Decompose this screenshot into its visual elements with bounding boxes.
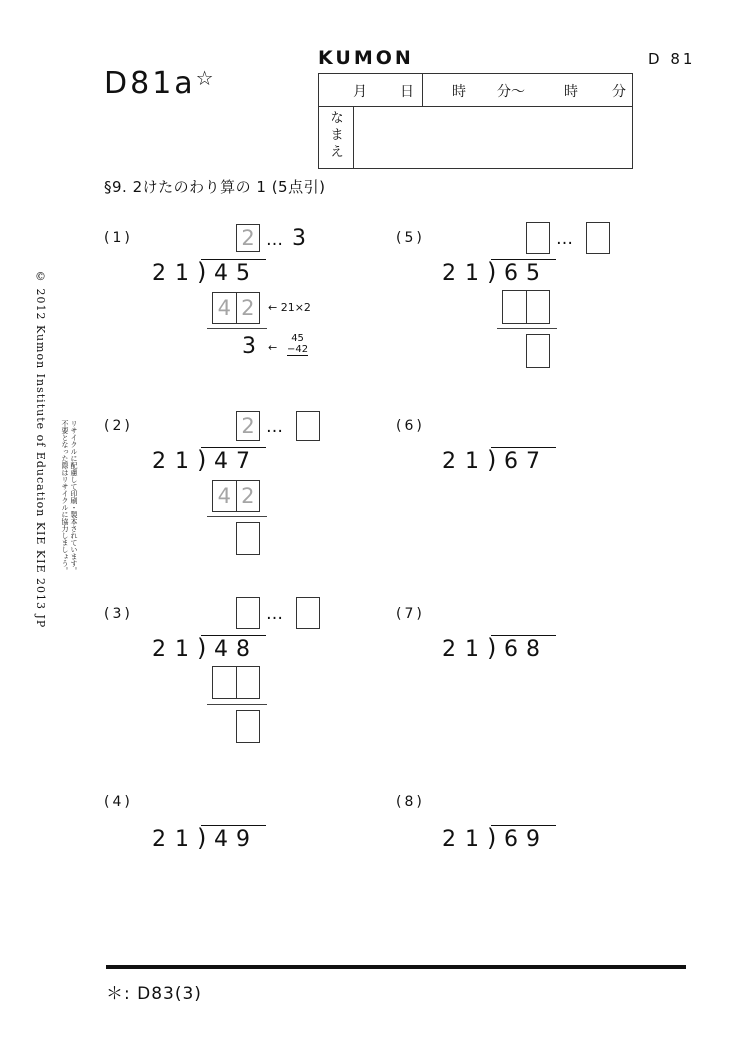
- dividend: 69: [504, 827, 548, 852]
- division-bracket: ): [487, 634, 497, 662]
- quotient-digit: 2: [241, 226, 255, 250]
- subtraction-line: [497, 328, 557, 329]
- day-field[interactable]: 日: [400, 84, 414, 100]
- multiply-note: ← 21×2: [268, 301, 311, 314]
- start-minute-field[interactable]: 分〜: [497, 84, 525, 100]
- next-sheet-reference: ＊: D83(3): [106, 984, 202, 1004]
- product-box[interactable]: [212, 666, 260, 699]
- subtraction-line: [207, 328, 267, 329]
- subtract-note-top: 45: [291, 333, 304, 344]
- dividend: 48: [214, 637, 258, 662]
- divisor: 21: [442, 637, 488, 662]
- division-vinculum: [201, 635, 266, 636]
- recycle-line-2: 不要となった際はリサイクルに協力しましょう。: [61, 420, 69, 574]
- divisor: 21: [152, 637, 198, 662]
- division-vinculum: [491, 447, 556, 448]
- subtract-arrow: ←: [268, 341, 278, 354]
- dividend: 67: [504, 449, 548, 474]
- subtract-note: [287, 333, 308, 356]
- kumon-logo: KUMON: [318, 47, 414, 69]
- remainder-dots: …: [266, 417, 284, 437]
- dividend: 68: [504, 637, 548, 662]
- division-bracket: ): [197, 446, 207, 474]
- division-vinculum: [201, 447, 266, 448]
- start-hour-field[interactable]: 時: [452, 84, 466, 100]
- remainder-dots: …: [556, 229, 574, 249]
- remainder-dots: …: [266, 604, 284, 624]
- division-vinculum: [201, 825, 266, 826]
- problem-label: (8): [396, 794, 425, 810]
- dividend: 45: [214, 261, 258, 286]
- end-hour-field[interactable]: 時: [564, 84, 578, 100]
- remainder-box[interactable]: [296, 597, 320, 629]
- section-title: §9. 2けたのわり算の 1 (5点引): [104, 178, 326, 196]
- product-digit: 2: [236, 481, 260, 511]
- problem-label: (7): [396, 606, 425, 622]
- remainder-value: 3: [292, 226, 306, 251]
- division-bracket: ): [197, 824, 207, 852]
- product-digit: 4: [217, 296, 231, 320]
- product-digit: 4: [217, 484, 231, 508]
- problem-label: (1): [104, 230, 133, 246]
- divisor: 21: [442, 261, 488, 286]
- dividend: 49: [214, 827, 258, 852]
- problem-label: (5): [396, 230, 425, 246]
- divisor: 21: [152, 261, 198, 286]
- star-icon: ☆: [195, 66, 214, 90]
- quotient-box[interactable]: [236, 597, 260, 629]
- product-digit: 2: [236, 293, 260, 323]
- problem-label: (6): [396, 418, 425, 434]
- remainder-box[interactable]: [296, 411, 320, 441]
- problem-label: (2): [104, 418, 133, 434]
- division-vinculum: [491, 259, 556, 260]
- subtract-note-bottom: −42: [287, 344, 309, 355]
- quotient-digit: 2: [241, 414, 255, 438]
- division-bracket: ): [487, 258, 497, 286]
- product-box[interactable]: [212, 480, 260, 512]
- dividend: 47: [214, 449, 258, 474]
- copyright-notice: © 2012 Kumon Institute of Education KIE KIE 2013 JP: [34, 270, 47, 629]
- product-cell: [213, 667, 236, 698]
- remainder-box[interactable]: [586, 222, 610, 254]
- quotient-box[interactable]: [526, 222, 550, 254]
- dividend: 65: [504, 261, 548, 286]
- month-field[interactable]: 月: [353, 84, 367, 100]
- subtraction-line: [207, 704, 267, 705]
- footer-rule: [106, 965, 686, 969]
- recycle-notice: [60, 420, 78, 574]
- divisor: 21: [152, 449, 198, 474]
- name-label: なまえ: [330, 111, 344, 160]
- sheet-id-text: D81a: [104, 66, 196, 101]
- difference-box[interactable]: [236, 522, 260, 555]
- division-bracket: ): [197, 634, 207, 662]
- division-vinculum: [201, 259, 266, 260]
- date-name-box: [318, 73, 633, 169]
- product-box[interactable]: [502, 290, 550, 324]
- product-cell: [236, 667, 260, 698]
- problem-label: (4): [104, 794, 133, 810]
- name-divider: [353, 106, 354, 168]
- product-box[interactable]: [212, 292, 260, 324]
- divisor: 21: [442, 449, 488, 474]
- division-bracket: ): [487, 446, 497, 474]
- quotient-box[interactable]: [236, 411, 260, 441]
- remainder-dots: …: [266, 230, 284, 250]
- division-bracket: ): [487, 824, 497, 852]
- date-divider: [422, 74, 423, 106]
- difference-box[interactable]: [236, 710, 260, 743]
- sheet-id: [104, 66, 214, 101]
- product-cell: [526, 291, 550, 323]
- recycle-line-1: リサイクルに配慮して印刷・製本されています。: [70, 420, 78, 574]
- divisor: 21: [442, 827, 488, 852]
- corner-code: D 81: [648, 50, 696, 68]
- division-bracket: ): [197, 258, 207, 286]
- quotient-box[interactable]: [236, 224, 260, 252]
- divisor: 21: [152, 827, 198, 852]
- end-minute-field[interactable]: 分: [612, 84, 626, 100]
- problem-label: (3): [104, 606, 133, 622]
- subtraction-line: [207, 516, 267, 517]
- difference-value: 3: [242, 334, 256, 359]
- division-vinculum: [491, 825, 556, 826]
- product-cell: [503, 291, 526, 323]
- difference-box[interactable]: [526, 334, 550, 368]
- division-vinculum: [491, 635, 556, 636]
